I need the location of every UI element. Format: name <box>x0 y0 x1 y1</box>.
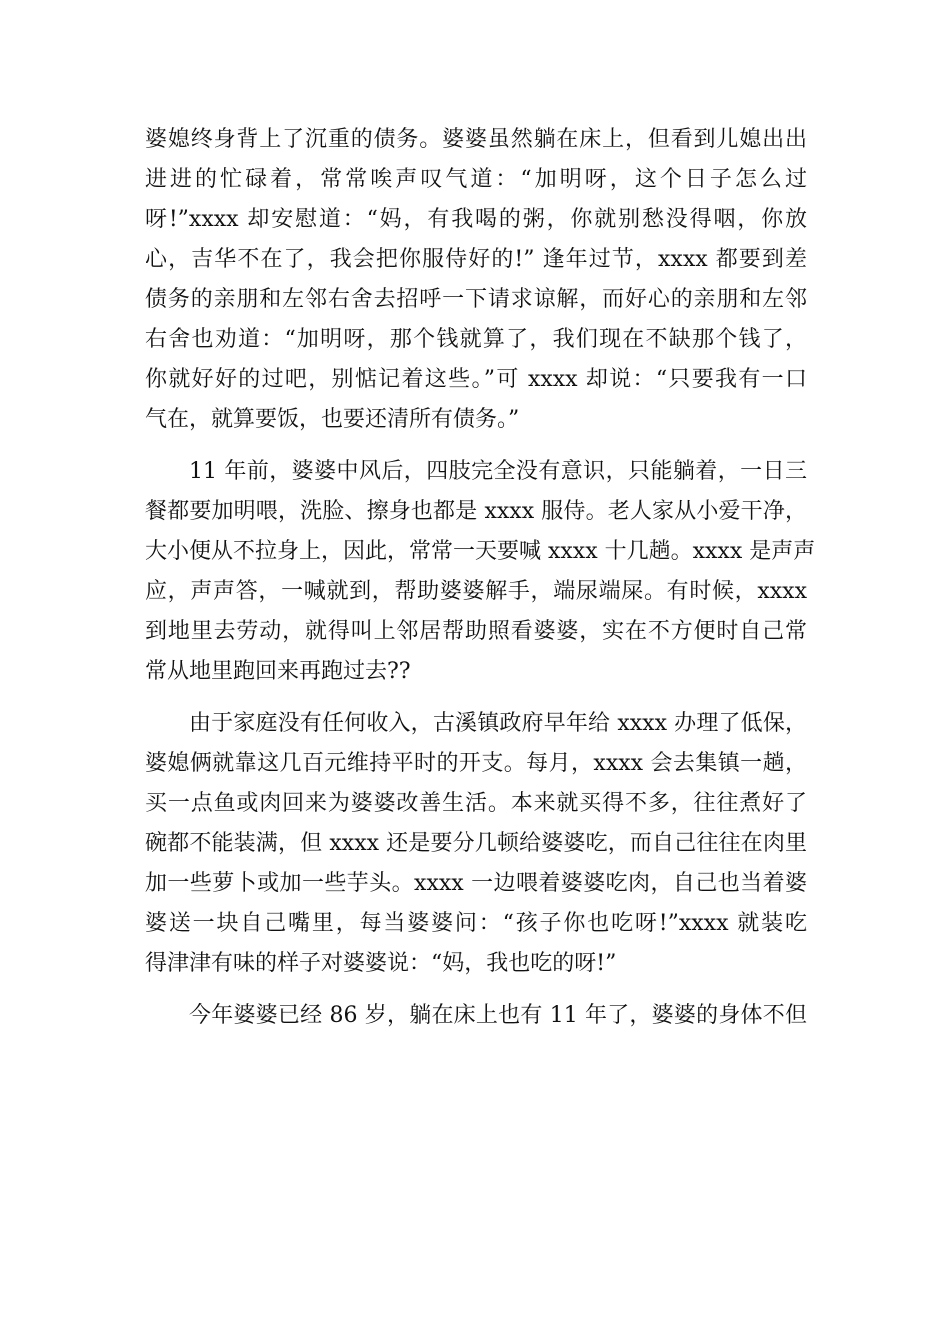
paragraph-gap <box>145 440 807 452</box>
text-line: 婆送一块自己嘴里，每当婆婆问：“孩子你也吃呀!”xxxx 就装吃 <box>145 911 807 936</box>
text-line: 婆媳终身背上了沉重的债务。婆婆虽然躺在床上，但看到儿媳出出 <box>145 127 807 152</box>
text-line: 到地里去劳动，就得叫上邻居帮助照看婆婆，实在不方便时自己常 <box>145 619 807 644</box>
text-line: 大小便从不拉身上，因此，常常一天要喊 xxxx 十几趟。xxxx 是声声 <box>145 539 816 564</box>
text-line: 进进的忙碌着，常常唉声叹气道：“加明呀，这个日子怎么过 <box>145 167 807 192</box>
paragraph-2 <box>145 452 816 692</box>
text-line: 呀!”xxxx 却安慰道：“妈，有我喝的粥，你就别愁没得咽，你放 <box>145 207 807 232</box>
text-line: 今年婆婆已经 86 岁，躺在床上也有 11 年了，婆婆的身体不但 <box>189 1003 807 1028</box>
paragraph-4 <box>145 996 807 1036</box>
text-line: 常从地里跑回来再跑过去?? <box>145 659 411 684</box>
text-line: 买一点鱼或肉回来为婆婆改善生活。本来就买得不多，往往煮好了 <box>145 791 807 816</box>
text-line: 11 年前，婆婆中风后，四肢完全没有意识，只能躺着，一日三 <box>189 459 807 484</box>
paragraph-gap <box>145 692 807 704</box>
paragraph-gap <box>145 984 807 996</box>
text-line: 右舍也劝道：“加明呀，那个钱就算了，我们现在不缺那个钱了， <box>145 327 807 352</box>
text-line: 由于家庭没有任何收入，古溪镇政府早年给 xxxx 办理了低保， <box>189 711 807 736</box>
text-line: 餐都要加明喂，洗脸、擦身也都是 xxxx 服侍。老人家从小爱干净， <box>145 499 807 524</box>
text-line: 得津津有味的样子对婆婆说：“妈，我也吃的呀!” <box>145 951 617 976</box>
text-line: 心，吉华不在了，我会把你服侍好的!” 逢年过节，xxxx 都要到差 <box>145 247 807 272</box>
text-line: 气在，就算要饭，也要还清所有债务。” <box>145 407 520 432</box>
text-line: 你就好好的过吧，别惦记着这些。”可 xxxx 却说：“只要我有一口 <box>145 367 807 392</box>
paragraph-1 <box>145 120 807 440</box>
text-line: 债务的亲朋和左邻右舍去招呼一下请求谅解，而好心的亲朋和左邻 <box>145 287 807 312</box>
paragraph-3 <box>145 704 807 984</box>
text-line: 加一些萝卜或加一些芋头。xxxx 一边喂着婆婆吃肉，自己也当着婆 <box>145 871 807 896</box>
document-body <box>145 120 816 1036</box>
text-line: 婆媳俩就靠这几百元维持平时的开支。每月，xxxx 会去集镇一趟， <box>145 751 807 776</box>
text-line: 应，声声答，一喊就到，帮助婆婆解手，端尿端屎。有时候，xxxx <box>145 579 807 604</box>
text-line: 碗都不能装满，但 xxxx 还是要分几顿给婆婆吃，而自己往往在肉里 <box>145 831 807 856</box>
